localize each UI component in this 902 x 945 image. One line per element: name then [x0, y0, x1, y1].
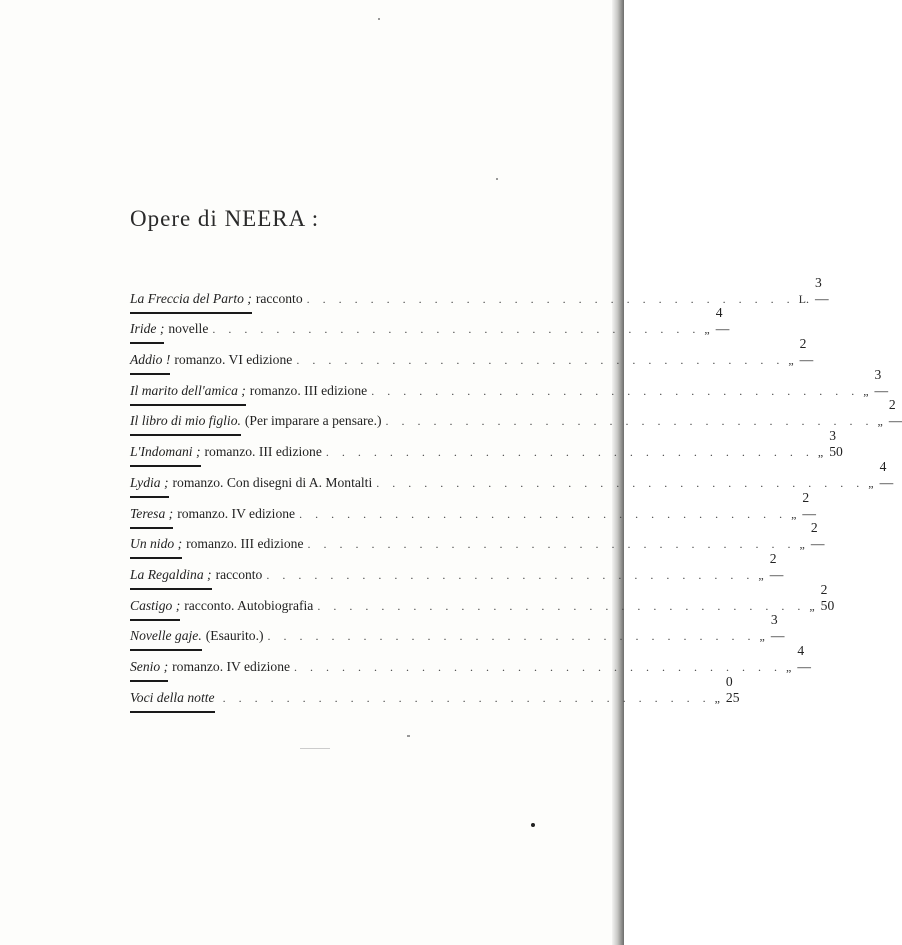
- list-item: [130, 458, 894, 491]
- scan-dot: [531, 823, 535, 827]
- entry-text: [130, 291, 303, 307]
- entry-description: romanzo. VI edizione: [174, 352, 293, 368]
- entry-text: [130, 506, 295, 522]
- list-item: [130, 550, 784, 583]
- entry-title: L'Indomani ;: [130, 444, 201, 460]
- entry-description: (Esaurito.): [205, 628, 264, 644]
- entry-text: [130, 598, 313, 614]
- leader-dots: . . . . . . . . . . . . . . . . . . . . . . . . . . . . . . .: [306, 291, 795, 306]
- entry-description: racconto: [255, 290, 303, 306]
- entry-description: romanzo. III edizione: [249, 382, 368, 398]
- entry-description: racconto. Autobiografia: [184, 597, 314, 613]
- entry-title: Lydia ;: [130, 474, 169, 490]
- entry-currency: „: [786, 659, 792, 674]
- leader-dots: . . . . . . . . . . . . . . . . . . . . . . . . . . . . . . .: [294, 659, 783, 674]
- entry-currency: „: [817, 445, 824, 460]
- entry-price: 2 50: [820, 581, 835, 613]
- entry-text: [130, 383, 367, 399]
- entry-description: romanzo. III edizione: [204, 444, 322, 460]
- list-item: [130, 397, 902, 430]
- leader-dots: . . . . . . . . . . . . . . . . . . . . . . . . . . . . . . .: [222, 690, 711, 705]
- list-item: [130, 520, 825, 553]
- entry-currency: „: [877, 414, 883, 429]
- list-item: [130, 428, 843, 460]
- leader-dots: . . . . . . . . . . . . . . . . . . . . . . . . . . . . . . .: [325, 445, 814, 460]
- entry-price: 3 —: [874, 366, 889, 398]
- entry-currency: „: [704, 322, 710, 337]
- list-item: [130, 336, 814, 368]
- entry-price: 2 —: [810, 520, 825, 552]
- list-item: [130, 581, 835, 614]
- entry-title: Un nido ;: [130, 536, 183, 552]
- entry-title: Novelle gaje.: [130, 628, 202, 644]
- entry-text: [130, 628, 264, 644]
- entry-price: 2 —: [799, 336, 814, 368]
- binding-edge: [612, 0, 624, 945]
- entry-description: romanzo. IV edizione: [172, 658, 291, 674]
- entry-description: romanzo. IV edizione: [177, 505, 296, 521]
- list-item: [130, 305, 730, 338]
- list-item: [130, 274, 829, 307]
- leader-dots: . . . . . . . . . . . . . . . . . . . . . . . . . . . . . . .: [371, 383, 860, 398]
- leader-dots: . . . . . . . . . . . . . . . . . . . . . . . . . . . . . . .: [299, 506, 788, 521]
- entry-description: racconto: [215, 566, 263, 582]
- leader-dots: . . . . . . . . . . . . . . . . . . . . . . . . . . . . . . .: [385, 414, 874, 429]
- entry-price: 4 —: [797, 642, 811, 674]
- leader-dots: . . . . . . . . . . . . . . . . . . . . . . . . . . . . . . .: [266, 567, 755, 582]
- scan-speck: [407, 735, 410, 737]
- entry-currency: „: [759, 629, 765, 644]
- scan-dash: [300, 748, 330, 749]
- entry-price: 2 —: [802, 489, 817, 521]
- leader-dots: . . . . . . . . . . . . . . . . . . . . . . . . . . . . . . .: [296, 353, 785, 368]
- entry-title: Iride ;: [130, 321, 165, 337]
- entry-text: [130, 444, 322, 460]
- entry-currency: „: [868, 475, 874, 490]
- entry-title: Il libro di mio figlio.: [130, 413, 241, 429]
- entry-price: 0 25: [725, 673, 740, 705]
- list-item: [130, 612, 785, 645]
- leader-dots: . . . . . . . . . . . . . . . . . . . . . . . . . . . . . . .: [317, 598, 806, 613]
- entry-price: 2 —: [888, 397, 902, 429]
- entry-title: Addio !: [130, 352, 171, 368]
- entry-title: Castigo ;: [130, 597, 181, 613]
- entry-title: La Regaldina ;: [130, 566, 212, 582]
- list-item: [130, 673, 740, 706]
- entry-text: [130, 413, 382, 429]
- entry-text: [130, 690, 219, 706]
- entry-currency: „: [791, 506, 797, 521]
- list-item: [130, 366, 889, 399]
- entry-price: 2 —: [769, 550, 784, 582]
- entry-currency: „: [758, 567, 764, 582]
- entry-description: romanzo. III edizione: [186, 536, 304, 552]
- leader-dots: . . . . . . . . . . . . . . . . . . . . . . . . . . . . . . .: [267, 629, 756, 644]
- entry-currency: „: [863, 383, 869, 398]
- entry-text: [130, 352, 292, 368]
- entry-title: La Freccia del Parto ;: [130, 290, 252, 306]
- entry-currency: „: [714, 690, 720, 705]
- entry-text: [130, 536, 304, 552]
- works-list: [130, 274, 902, 706]
- entry-title: Voci della notte: [130, 689, 215, 705]
- entry-title: Il marito dell'amica ;: [130, 382, 246, 398]
- entry-currency: „: [788, 353, 794, 368]
- entry-text: [130, 659, 290, 675]
- entry-price: 4 —: [715, 305, 730, 337]
- entry-title: Teresa ;: [130, 505, 174, 521]
- entry-description: romanzo. Con disegni di A. Montalti: [172, 474, 373, 490]
- scan-speck: [378, 18, 380, 20]
- list-item: [130, 489, 817, 522]
- scan-speck: [496, 178, 498, 180]
- entry-text: [130, 321, 208, 337]
- entry-text: [130, 475, 372, 491]
- leader-dots: . . . . . . . . . . . . . . . . . . . . . . . . . . . . . . .: [212, 322, 701, 337]
- entry-currency: L.: [798, 291, 809, 306]
- entry-price: 3 —: [770, 612, 785, 644]
- leader-dots: . . . . . . . . . . . . . . . . . . . . . . . . . . . . . . .: [307, 537, 796, 552]
- leader-dots: . . . . . . . . . . . . . . . . . . . . . . . . . . . . . . .: [376, 475, 865, 490]
- entry-description: (Per imparare a pensare.): [244, 413, 382, 429]
- entry-text: [130, 567, 262, 583]
- entry-price: 3 50: [829, 428, 843, 460]
- page-heading: Opere di NEERA :: [130, 206, 320, 231]
- entry-price: 3 —: [814, 274, 829, 306]
- entry-title: Senio ;: [130, 658, 169, 674]
- entry-currency: „: [809, 598, 815, 613]
- entry-currency: „: [799, 537, 805, 552]
- list-item: [130, 642, 811, 675]
- entry-price: 4 —: [879, 458, 894, 490]
- entry-description: novelle: [168, 321, 209, 337]
